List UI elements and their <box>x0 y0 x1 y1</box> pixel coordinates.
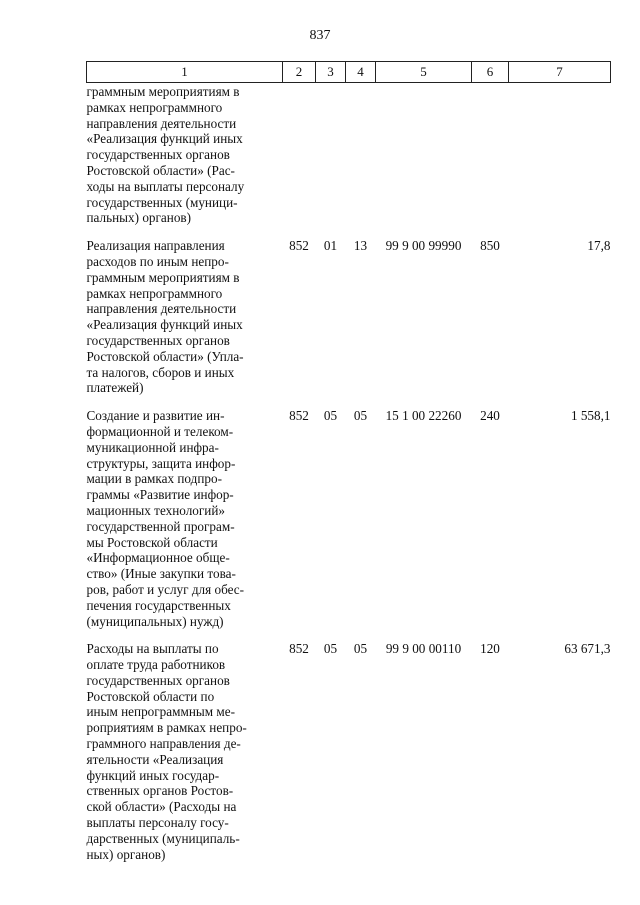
column-header-3: 3 <box>316 62 346 83</box>
table-row <box>87 226 611 396</box>
column-header-2: 2 <box>283 62 316 83</box>
column-header-1: 1 <box>87 62 283 83</box>
row-amount: 1 558,1 <box>570 408 611 424</box>
row-target-article-code: 15 1 00 22260 <box>385 408 462 424</box>
row-expense-type-code: 850 <box>480 238 500 254</box>
row-section-code <box>316 83 346 227</box>
row-target-article-code: 99 9 00 00110 <box>385 641 462 657</box>
row-amount: 63 671,3 <box>564 641 611 657</box>
row-target-article-code <box>376 83 472 227</box>
row-description: граммным мероприятиям в рамках непрограммного направления деятельности «Реализация функций иных государственных органов Ростовской области» (Рас- ходы на выплаты персоналу государственных (муници- пальных) органов) <box>86 84 245 226</box>
row-ministry-code: 852 <box>289 408 309 424</box>
row-subsection-code <box>346 83 376 227</box>
row-description: Расходы на выплаты по оплате труда работников государственных органов Ростовской области по иным непрограммным ме- роприятиям в рамках непро- граммного направления де- ятельности «Реализация функций иных государ- ственных органов Ростов- ской области» (Расходы на выплаты персоналу госу- дарственных (муниципаль- ных) органов) <box>86 641 247 862</box>
budget-table <box>86 61 611 862</box>
table-row <box>87 83 611 227</box>
row-amount: 17,8 <box>587 238 611 254</box>
row-section-code: 05 <box>323 641 338 657</box>
row-target-article-code: 99 9 00 99990 <box>385 238 462 254</box>
row-expense-type-code: 120 <box>480 641 500 657</box>
row-section-code: 01 <box>323 238 338 254</box>
row-amount <box>509 83 611 227</box>
row-subsection-code: 05 <box>353 408 368 424</box>
row-expense-type-code: 240 <box>480 408 500 424</box>
table-row <box>87 396 611 629</box>
row-description: Создание и развитие ин- формационной и телеком- муникационной инфра- структуры, защита инфор- мации в рамках подпро- граммы «Развитие инфор- мационных технологий» государственной програм- мы Ростовской области «Информационное обще- ство» (Иные закупки това- ров, работ и услуг для обес- печения государственных (муниципальных) нужд) <box>86 408 245 629</box>
row-expense-type-code <box>472 83 509 227</box>
row-subsection-code: 13 <box>353 238 368 254</box>
column-header-7: 7 <box>509 62 611 83</box>
row-subsection-code: 05 <box>353 641 368 657</box>
row-description: Реализация направления расходов по иным непро- граммным мероприятиям в рамках непрограммного направления деятельности «Реализация функций иных государственных органов Ростовской области» (Упла- та налогов, сборов и иных платежей) <box>86 238 244 396</box>
page-number: 837 <box>309 28 331 43</box>
row-ministry-code: 852 <box>289 641 309 657</box>
table-row <box>87 629 611 862</box>
column-header-6: 6 <box>472 62 509 83</box>
table-header-row <box>87 62 611 83</box>
column-header-4: 4 <box>346 62 376 83</box>
row-ministry-code <box>283 83 316 227</box>
row-ministry-code: 852 <box>289 238 309 254</box>
row-section-code: 05 <box>323 408 338 424</box>
column-header-5: 5 <box>376 62 472 83</box>
